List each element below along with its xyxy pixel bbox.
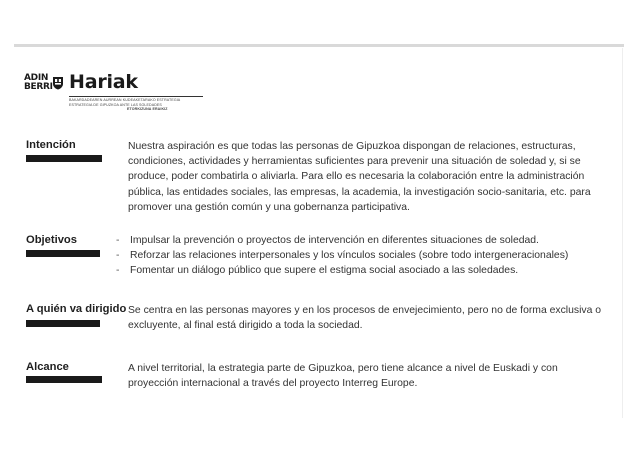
- paragraph-line: Se centra en las personas mayores y en los procesos de envejecimiento, pero no de forma exclusiva o: [128, 305, 602, 316]
- logo-subtitle-line: ETORKIZUNA ERAIKIZ: [127, 107, 168, 112]
- paragraph-line: excluyente, al final está dirigido a toda la sociedad.: [128, 320, 363, 332]
- logo-subtitle: [69, 98, 239, 112]
- redaction-bar: [26, 155, 102, 162]
- paragraph-line: Nuestra aspiración es que todas las personas de Gipuzkoa dispongan de relaciones, estructuras,: [128, 141, 576, 152]
- list-item: - Fomentar un diálogo público que supere el estigma social asociado a las soledades.: [116, 264, 568, 279]
- section-paragraph: [128, 139, 618, 215]
- gipuzkoa-shield-icon: [52, 76, 64, 90]
- section-label: Alcance: [26, 361, 69, 373]
- logo-subtitle-line: BAKARDADEAREN AURREAN KUDEAKETARAKO ESTRATEGIA: [69, 98, 181, 102]
- redaction-bar: [26, 320, 100, 327]
- section-paragraph: [128, 361, 618, 391]
- list-item: - Reforzar las relaciones interpersonales y los vínculos sociales (sobre todo intergeneracionales): [116, 249, 568, 264]
- paragraph-line: pública, las entidades sociales, las empresas, la academia, la investigación socio-sanitaria, etc. para: [128, 186, 591, 198]
- paragraph-line: promover una gestión común y una gobernanza participativa.: [128, 201, 410, 213]
- logo-subtitle-line: ESTRATEGIA DE GIPUZKOA ANTE LAS SOLEDADES: [69, 102, 162, 107]
- redaction-bar: [26, 250, 100, 257]
- redaction-bar: [26, 376, 102, 383]
- list-item: - Impulsar la prevención o proyectos de intervención en diferentes situaciones de soledad.: [116, 234, 568, 249]
- section-label: Objetivos: [26, 234, 77, 246]
- logo-underline: [69, 96, 203, 97]
- scan-edge: [622, 48, 623, 418]
- section-label: A quién va dirigido: [26, 303, 127, 315]
- paragraph-line: condiciones, actividades y herramientas suficientes para prevenir una situación de soledad y, si se: [128, 156, 581, 168]
- top-divider: [14, 44, 624, 47]
- paragraph-line: produce, poder combatirla o aliviarla. Para ello es necesaria la colaboración entre la administración: [128, 171, 585, 183]
- paragraph-line: proyección internacional a través del proyecto Interreg Europe.: [128, 378, 418, 390]
- section-label: Intención: [26, 139, 76, 151]
- objectives-list: [116, 234, 568, 278]
- paragraph-line: A nivel territorial, la estrategia parte de Gipuzkoa, pero tiene alcance a nivel de Euskadi y con: [128, 363, 558, 374]
- adinberri-logo-text: ADIN BERRI: [24, 73, 53, 92]
- section-paragraph: [128, 303, 618, 333]
- logo-name: Hariak: [69, 71, 138, 93]
